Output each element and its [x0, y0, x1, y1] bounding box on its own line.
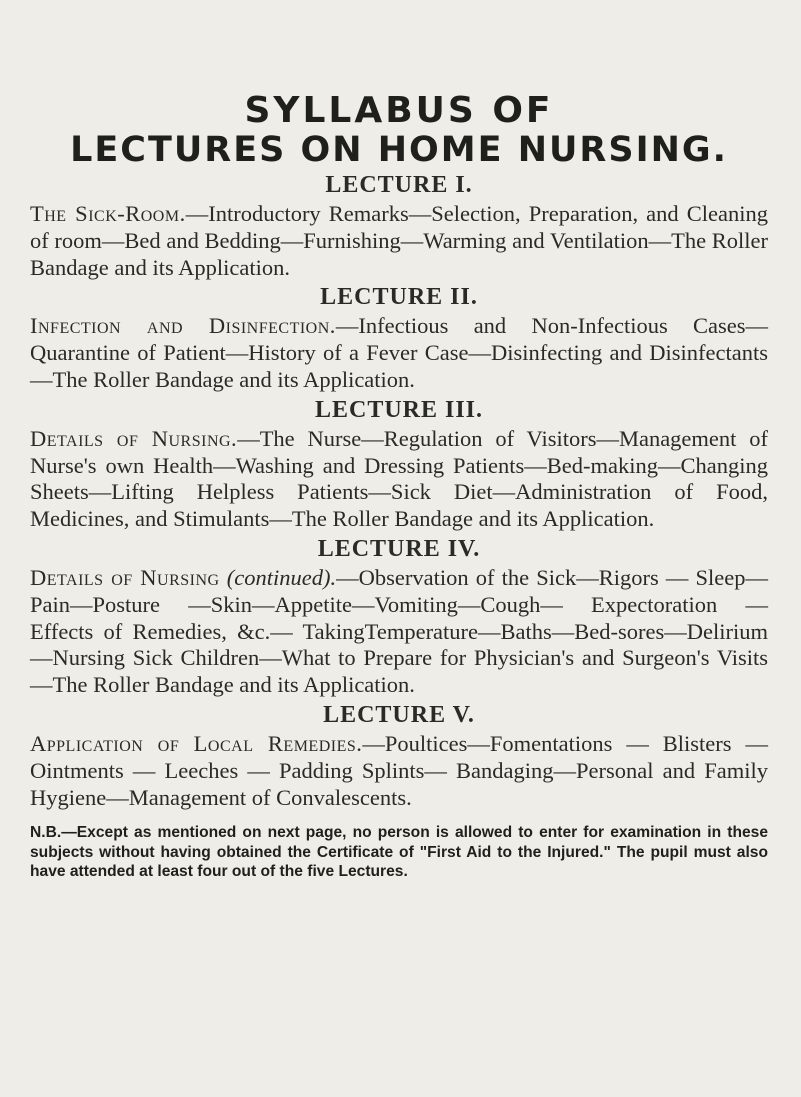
lecture-1-heading: LECTURE I. [325, 172, 473, 198]
lecture-5-text [30, 731, 768, 811]
lecture-2-heading: LECTURE II. [320, 284, 478, 311]
lecture-2 [30, 281, 768, 393]
lecture-4-heading: LECTURE IV. [317, 535, 481, 562]
lecture-3-body: —The Nurse—Regulation of Visitors—Management of Nurse's own Health—Washing and Dressing Patients—Bed-making—Changing Sheets—Lifting Helpless Patients—Sick Diet—Administration of Food, Medicines, and Stimulants—The Roller Bandage and its Application. [30, 425, 769, 532]
lecture-5-lead: Application of Local Remedies. [30, 730, 363, 756]
lecture-4-body: —Observation of the Sick—Rigors — Sleep—Pain—Posture —Skin—Appetite—Vomiting—Cough— Expectoration — Effects of Remedies, &c.— TakingTemperature—Baths—Bed-sores—Delirium—Nursing Sick Children—What to Prepare for Physician's and Surgeon's Visits—The Roller Bandage and its Application. [30, 564, 769, 698]
title-line-2: LECTURES ON HOME NURSING. [70, 130, 728, 170]
lecture-5-heading: LECTURE V. [323, 701, 475, 728]
lecture-1 [30, 169, 768, 281]
title-line-1: SYLLABUS OF [244, 90, 554, 131]
nb-note: N.B.—Except as mentioned on next page, no person is allowed to enter for examination in these subjects without having obtained the Certificate of "First Aid to the Injured." The pupil must also have attended at least four out of the five Lectures. [30, 824, 768, 880]
lecture-1-body: —Introductory Remarks—Selection, Preparation, and Cleaning of room—Bed and Bedding—Furnishing—Warming and Ventilation—The Roller Bandage and its Application. [30, 201, 768, 280]
lecture-1-text [30, 201, 768, 281]
lecture-3 [30, 394, 768, 533]
lecture-4-lead-italic: (continued). [226, 564, 337, 590]
lecture-3-lead: Details of Nursing. [30, 425, 238, 451]
lecture-4 [30, 533, 768, 699]
lecture-2-lead: Infection and Disinfection. [30, 313, 336, 339]
lecture-2-body: —Infectious and Non-Infectious Cases—Quarantine of Patient—History of a Fever Case—Disinfecting and Disinfectants—The Roller Bandage and its Application. [30, 313, 768, 392]
lecture-2-text [30, 313, 768, 393]
lecture-4-text [30, 565, 768, 699]
lecture-4-lead: Details of Nursing [30, 564, 220, 590]
lecture-3-heading: LECTURE III. [314, 396, 484, 423]
lecture-1-lead: The Sick-Room. [30, 201, 186, 226]
lecture-5-body: —Poultices—Fomentations — Blisters — Ointments — Leeches — Padding Splints— Bandaging—Personal and Family Hygiene—Management of Convalescents. [30, 730, 768, 810]
lecture-5 [30, 699, 768, 811]
lecture-3-text [30, 426, 768, 533]
